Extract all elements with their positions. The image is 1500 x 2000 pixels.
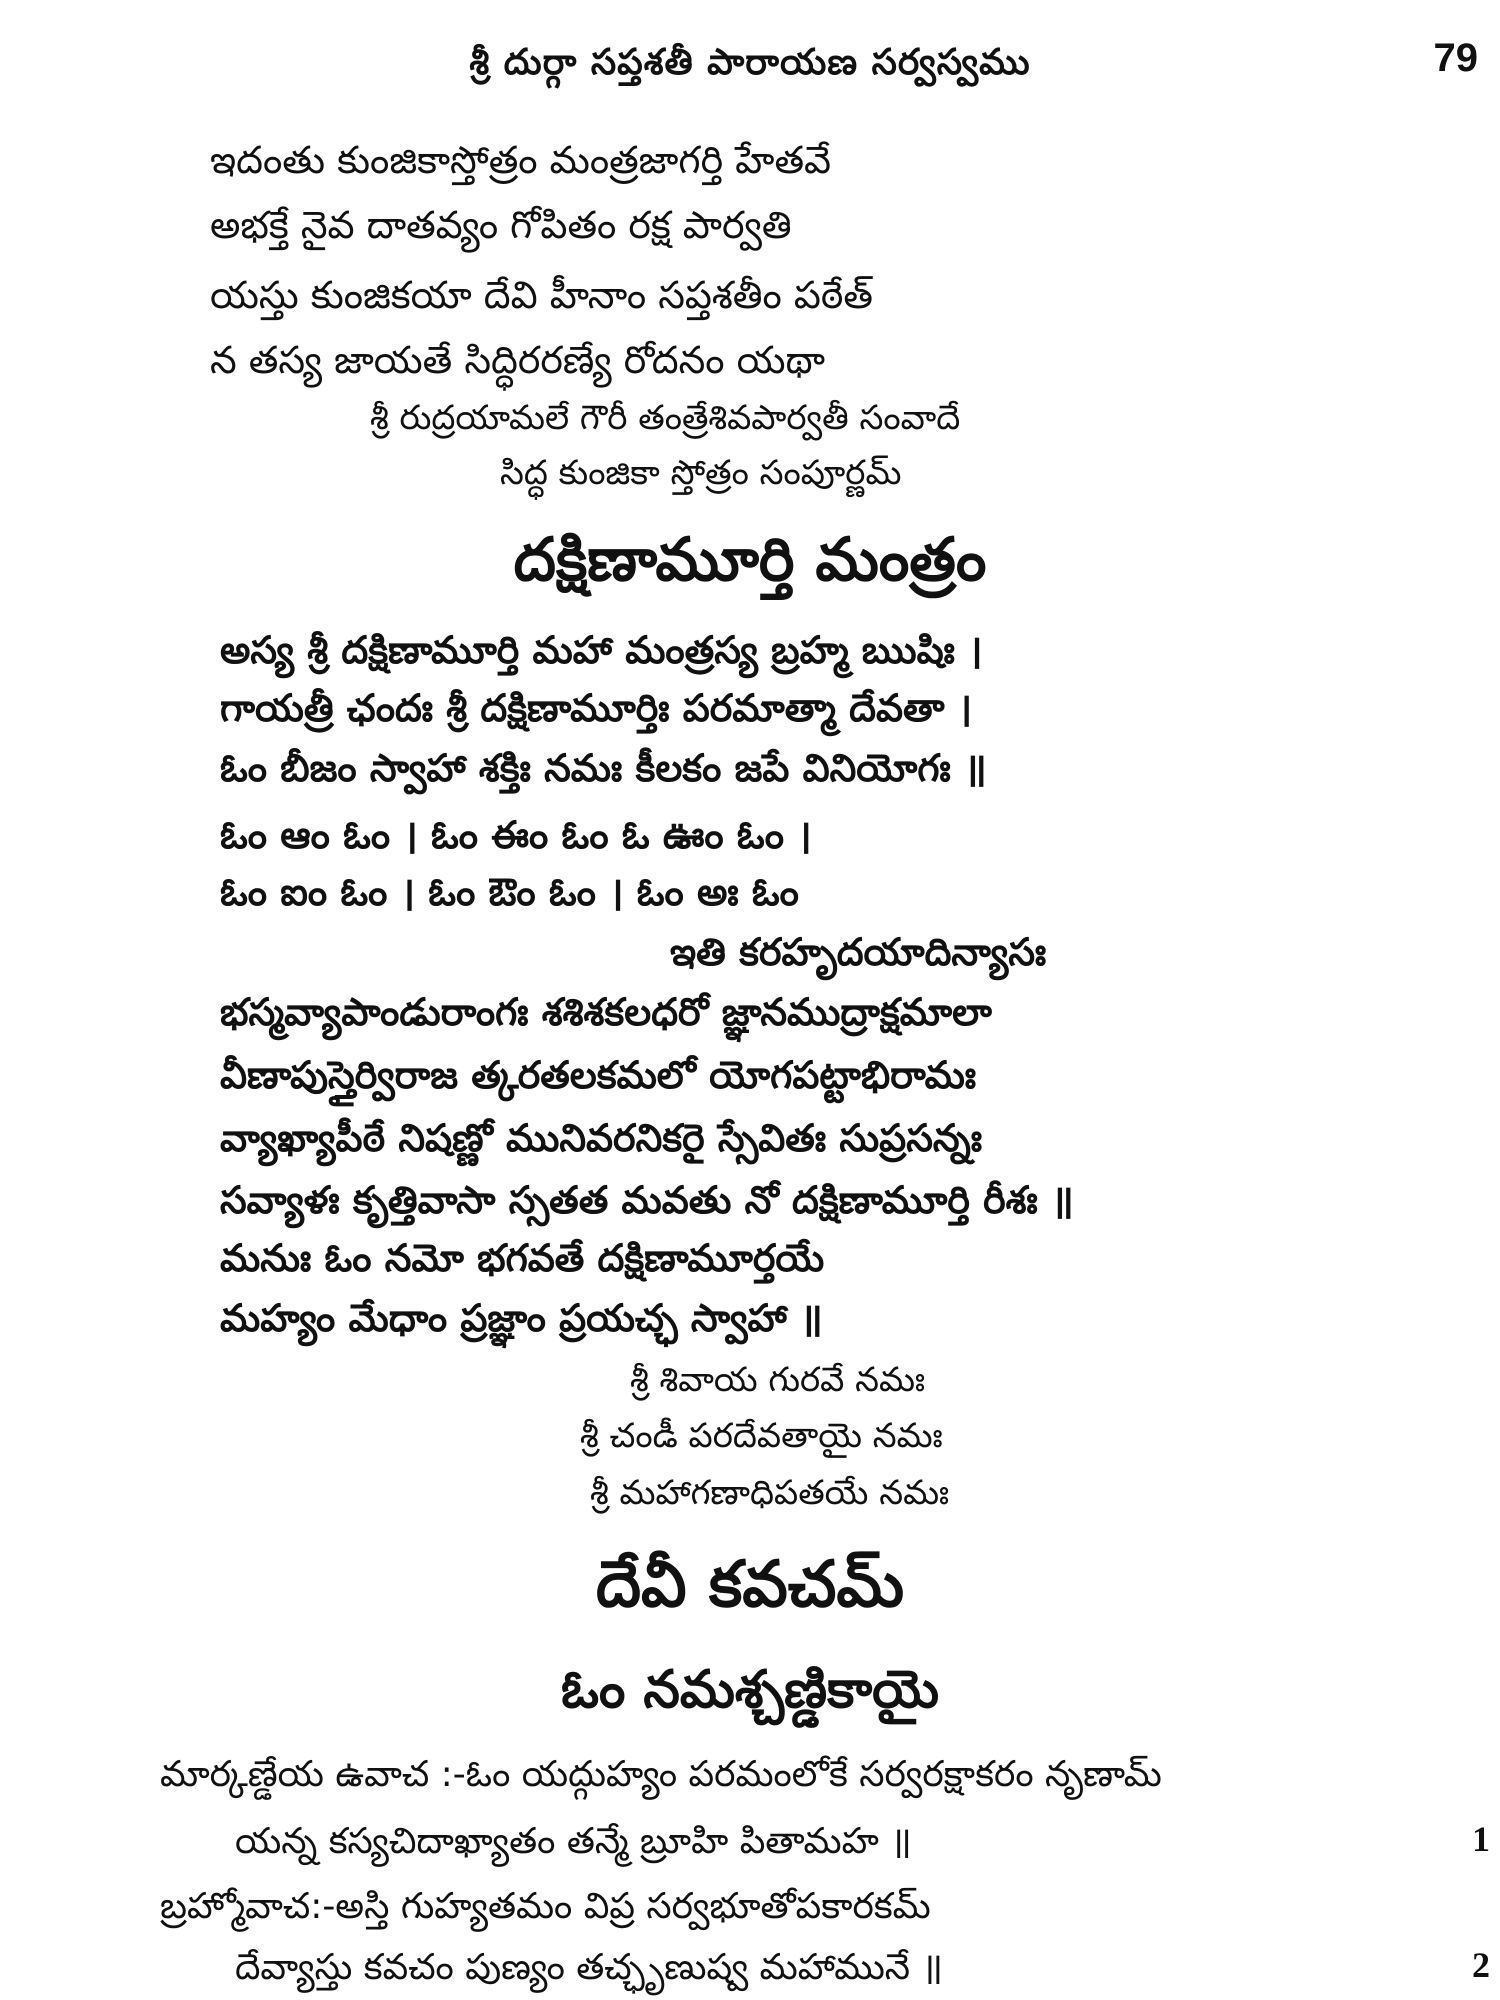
dhyana-line: వ్యాఖ్యాపీఠే నిషణ్ణో మునివరనికరై స్సేవితః సుప్రసన్నః (220, 1116, 983, 1160)
verse-number: 1 (1472, 1819, 1490, 1859)
salutation-line: శ్రీ మహాగణాధిపతయే నమః (590, 1473, 950, 1513)
manu-line: మనుః ఓం నమో భగవతే దక్షిణామూర్తయే (220, 1236, 825, 1280)
kavacham-verse-line: దేవ్యాస్తు కవచం పుణ్యం తచ్ఛృణుష్వ మహామునే ॥ (235, 1947, 944, 1988)
verse-number: 2 (1472, 1945, 1490, 1985)
dhyana-line: వీణాపుస్తైర్విరాజ త్కరతలకమలో యోగపట్టాభిరామః (220, 1053, 977, 1097)
dhyana-line: సవ్యాళః కృత్తివాసా స్సతత మవతు నో దక్షిణామూర్తి రీశః ॥ (220, 1178, 1074, 1222)
kavacham-verse-line: యన్న కస్యచిదాఖ్యాతం తన్మే బ్రూహి పితామహ ॥ (235, 1821, 912, 1862)
kunjika-colophon: సిద్ధ కుంజికా స్తోత్రం సంపూర్ణమ్ (500, 453, 902, 493)
mantra-line: ఓం ఐం ఓం । ఓం ఔం ఓం । ఓం అః ఓం (220, 870, 799, 914)
nyasa-line: ఇతి కరహృదయాదిన్యాసః (670, 930, 1047, 974)
kunjika-verse-line: అభక్తే నైవ దాతవ్యం గోపితం రక్ష పార్వతి (210, 203, 792, 247)
mantra-line: అస్య శ్రీ దక్షిణామూర్తి మహా మంత్రస్య బ్రహ్మ ఋషిః । (220, 628, 983, 672)
manu-line: మహ్యం మేధాం ప్రజ్ఞాం ప్రయచ్ఛ స్వాహా ॥ (220, 1296, 823, 1340)
running-header-title: శ్రీ దుర్గా సప్తశతీ పారాయణ సర్వస్వము (469, 42, 1031, 83)
kunjika-verse-line: న తస్య జాయతే సిద్ధిరరణ్యే రోదనం యథా (210, 338, 826, 382)
kavacham-verse-line: మార్కణ్డేయ ఉవాచ :-ఓం యద్గుహ్యం పరమంలోకే సర్వరక్షాకరం నృణామ్ (160, 1754, 1162, 1795)
page-number: 79 (1433, 36, 1478, 80)
dhyana-line: భస్మవ్యాపాండురాంగః శశిశకలధరో జ్ఞానముద్రాక్షమాలా (220, 990, 992, 1034)
salutation-line: శ్రీ చండీ పరదేవతాయై నమః (580, 1416, 943, 1456)
kunjika-verse-line: యస్తు కుంజికయా దేవి హీనాం సప్తశతీం పఠేత్ (210, 273, 873, 317)
salutation-line: శ్రీ శివాయ గురవే నమః (630, 1360, 926, 1400)
kavacham-verse-line: బ్రహ్మోవాచ:-అస్తి గుహ్యతమం విప్ర సర్వభూతోపకారకమ్ (160, 1886, 931, 1927)
section-heading-dakshinamurti: దక్షిణామూర్తి మంత్రం (513, 525, 987, 595)
section-heading-kavacham: దేవీ కవచమ్ (595, 1548, 905, 1622)
section-subheading: ఓం నమశ్చణ్డికాయై (560, 1660, 940, 1720)
mantra-line: గాయత్రీ ఛందః శ్రీ దక్షిణామూర్తిః పరమాత్మా దేవతా । (220, 686, 973, 730)
mantra-line: ఓం ఆం ఓం । ఓం ఈం ఓం ఓ ఊం ఓం । (220, 813, 812, 857)
mantra-line: ఓం బీజం స్వాహా శక్తిః నమః కీలకం జపే వినియోగః ॥ (220, 746, 987, 790)
kunjika-colophon: శ్రీ రుద్రయామలే గౌరీ తంత్రేశివపార్వతీ సంవాదే (370, 398, 961, 438)
kunjika-verse-line: ఇదంతు కుంజికాస్తోత్రం మంత్రజాగర్తి హేతవే (210, 138, 832, 182)
